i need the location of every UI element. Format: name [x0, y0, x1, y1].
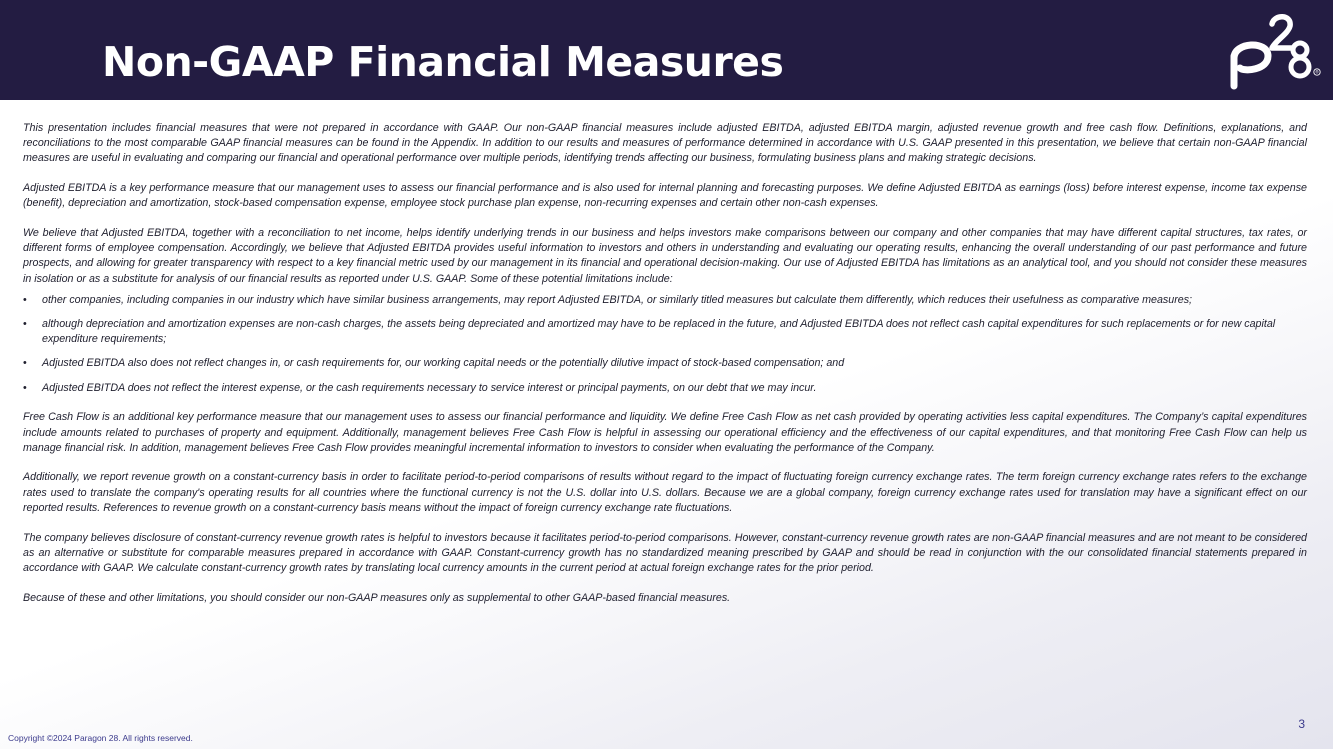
list-item-text: Adjusted EBITDA does not reflect the interest expense, or the cash requirements necessary to service interest or principal payments, on our debt that we may incur. [42, 381, 817, 394]
free-cash-flow-paragraph: Free Cash Flow is an additional key performance measure that our management uses to assess our financial performance and liquidity. We define Free Cash Flow as net cash provided by operating activities less capital expenditures. The Company’s capital expenditures include amounts related to purchases of property and equipment. Additionally, management believes Free Cash Flow is helpful in assessing our operational efficiency and the effectiveness of our capital expenditures, and that monitoring Free Cash Flow can help us manage financial risk. In addition, management believes Free Cash Flow provides meaningful incremental information to investors to consider when evaluating the performance of the Company. [23, 411, 1307, 454]
constant-currency-paragraph: Additionally, we report revenue growth on a constant-currency basis in order to facilitate period-to-period comparisons of results without regard to the impact of fluctuating foreign currency exchange rates. The term foreign currency exchange rates refers to the exchange rates used to translate the company's operating results for all countries where the functional currency is not the U.S. dollar into U.S. dollars. Because we are a global company, foreign currency exchange rates used for translation may have a significant effect on our reported results. References to revenue growth on a constant-currency basis means without the impact of foreign currency exchange rate fluctuations. [23, 471, 1307, 514]
bullet-icon: • [23, 318, 27, 331]
page-title: Non-GAAP Financial Measures [102, 38, 784, 86]
copyright-notice: Copyright ©2024 Paragon 28. All rights reserved. [8, 733, 193, 743]
adjusted-ebitda-rationale: We believe that Adjusted EBITDA, together with a reconciliation to net income, helps identify underlying trends in our business and helps investors make comparisons between our company and other companies that may have different capital structures, tax rates, or different forms of employee compensation. Accordingly, we believe that Adjusted EBITDA provides useful information to investors and others in understanding and evaluating our operating results, enhancing the overall understanding of our past performance and future prospects, and allowing for greater transparency with respect to a key financial metric used by our management in its financial and operational decision-making. Our use of Adjusted EBITDA has limitations as an analytical tool, and you should not consider these measures in isolation or as a substitute for analysis of our financial results as reported under U.S. GAAP. Some of these potential limitations include: [23, 227, 1307, 285]
list-item-text: other companies, including companies in our industry which have similar business arrangements, may report Adjusted EBITDA, or similarly titled measures but calculate them differently, which reduces their usefulness as comparative measures; [42, 293, 1193, 306]
adjusted-ebitda-definition: Adjusted EBITDA is a key performance measure that our management uses to assess our financial performance and is also used for internal planning and forecasting purposes. We define Adjusted EBITDA as earnings (loss) before interest expense, income tax expense (benefit), depreciation and amortization, stock-based compensation expense, employee stock purchase plan expense, non-recurring expenses and certain other non-cash expenses. [23, 182, 1307, 210]
bullet-icon: • [23, 381, 27, 394]
limitations-list [23, 293, 1307, 396]
svg-text:®: ® [1315, 69, 1319, 75]
list-item [23, 293, 1307, 308]
page-number: 3 [1298, 717, 1305, 731]
disclosure-body [23, 121, 1307, 620]
intro-paragraph: This presentation includes financial measures that were not prepared in accordance with GAAP. Our non-GAAP financial measures include adjusted EBITDA, adjusted EBITDA margin, adjusted revenue growth and free cash flow. Definitions, explanations, and reconciliations to the most comparable GAAP financial measures can be found in the Appendix. In addition to our results and measures of performance determined in accordance with U.S. GAAP presented in this presentation, we believe that certain non-GAAP financial measures are useful in evaluating and comparing our financial and operational performance over multiple periods, identifying trends affecting our business, formulating business plans and making strategic decisions. [23, 122, 1307, 165]
list-item-text: Adjusted EBITDA also does not reflect changes in, or cash requirements for, our working capital needs or the potentially dilutive impact of stock-based compensation; and [42, 357, 845, 370]
bullet-icon: • [23, 293, 27, 306]
header-bar [0, 0, 1333, 100]
closing-paragraph: Because of these and other limitations, you should consider our non-GAAP measures only as supplemental to other GAAP-based financial measures. [23, 591, 731, 604]
list-item [23, 356, 1307, 371]
list-item [23, 381, 1307, 396]
list-item-text: although depreciation and amortization expenses are non-cash charges, the assets being depreciated and amortized may have to be replaced in the future, and Adjusted EBITDA does not reflect cash capital expenditures for such replacements or for new capital expenditure requirements; [42, 318, 1276, 346]
constant-currency-disclosure-paragraph: The company believes disclosure of constant-currency revenue growth rates is helpful to investors because it facilitates period-to-period comparisons. However, constant-currency revenue growth rates are non-GAAP financial measures and are not meant to be considered as an alternative or substitute for comparable measures prepared in accordance with GAAP. Constant-currency growth has no standardized meaning prescribed by GAAP and should be read in conjunction with the our consolidated financial statements prepared in accordance with GAAP. We calculate constant-currency growth rates by translating local currency amounts in the current period at actual foreign exchange rates for the prior period. [23, 531, 1307, 574]
bullet-icon: • [23, 357, 27, 370]
paragon28-logo [1228, 12, 1324, 90]
list-item [23, 317, 1307, 347]
